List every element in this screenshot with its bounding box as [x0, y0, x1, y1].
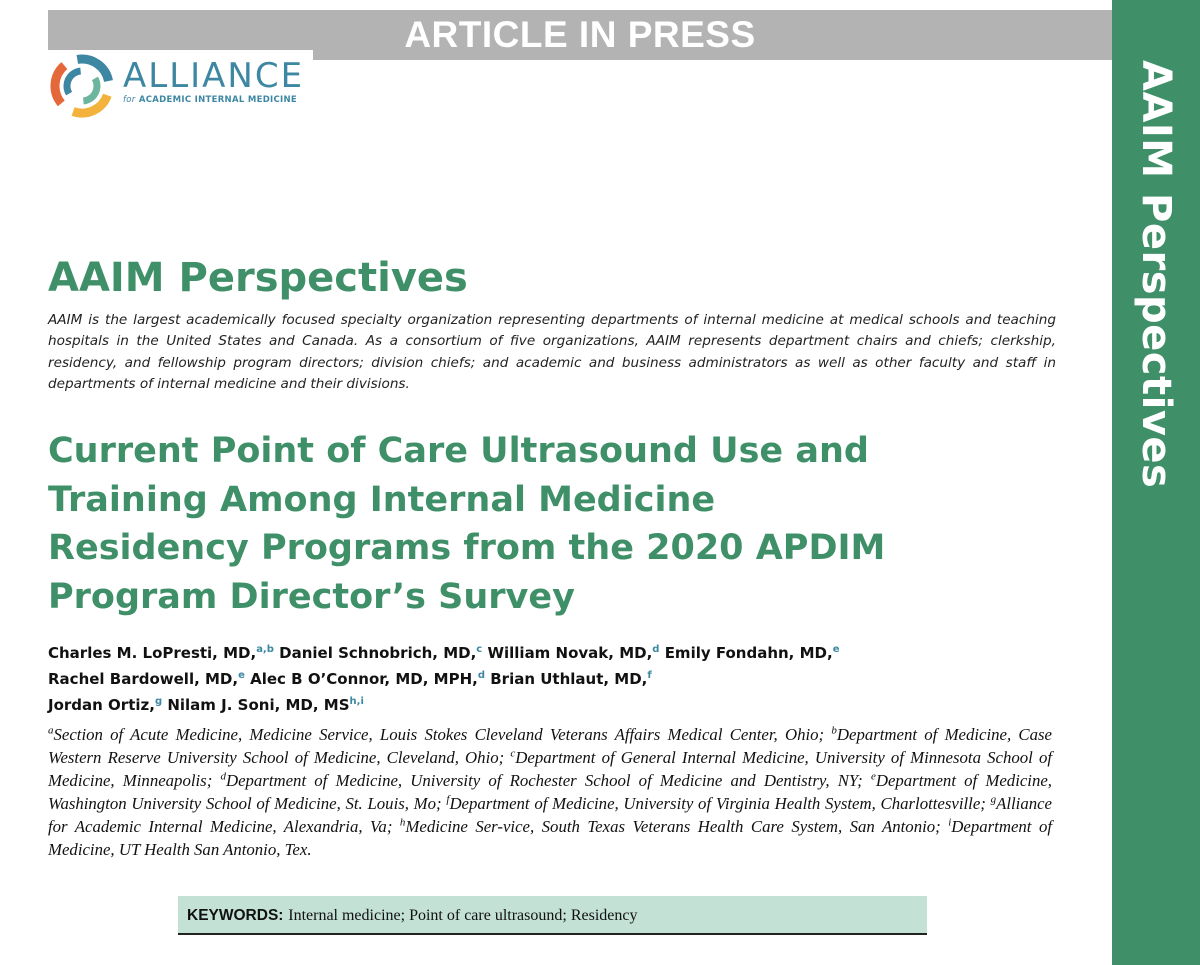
author-name: Charles M. LoPresti, MD,	[48, 644, 257, 662]
logo-subtitle-for: for	[123, 95, 136, 105]
affiliation-marker: f	[446, 793, 450, 806]
affiliation-text: Department of Medicine, Case Western Reserve University School of Medicine, Cleveland, Ohio;	[48, 725, 1052, 767]
keywords-label: KEYWORDS:	[187, 907, 284, 924]
author-affiliation-marker: d	[652, 644, 660, 655]
author-name: Daniel Schnobrich, MD,	[279, 644, 477, 662]
logo-name: ALLIANCE	[123, 56, 305, 96]
alliance-swirl-icon	[50, 54, 114, 118]
side-section-label: AAIM Perspectives	[1133, 60, 1179, 489]
affiliations	[48, 723, 1052, 861]
affiliation-marker: h	[399, 816, 406, 829]
section-description: AAIM is the largest academically focused specialty organization representing departments of internal medicine at medical schools and teaching hospitals in the United States and Canada. As a consortium of five organizations, AAIM represents department chairs and chiefs; clerkship, residency, and fellowship program directors; division chiefs; and academic and business administrators as well as other faculty and staff in departments of internal medicine and their divisions.	[48, 312, 1056, 392]
affiliation-marker: d	[220, 770, 226, 783]
affiliation-marker: b	[831, 724, 837, 737]
affiliation-text: Medicine Ser-vice, South Texas Veterans Health Care System, San Antonio;	[405, 817, 941, 836]
logo-subtitle	[123, 95, 297, 105]
affiliation-text: Department of General Internal Medicine, University of Minnesota School of Medicine, Minneapolis;	[48, 748, 1052, 790]
author-affiliation-marker: h,i	[349, 696, 364, 707]
author-affiliation-marker: g	[154, 696, 163, 707]
affiliation-text: Alliance for Academic Internal Medicine, Alexandria, Va;	[48, 794, 1053, 836]
author-name: Emily Fondahn, MD,	[664, 644, 833, 662]
author-name: Alec B O’Connor, MD, MPH,	[250, 670, 478, 688]
affiliation-marker: i	[948, 816, 952, 829]
author-name: Jordan Ortiz,	[48, 696, 155, 714]
affiliation-marker: g	[990, 793, 997, 806]
keywords-box	[178, 896, 927, 935]
affiliation-marker: a	[48, 724, 54, 737]
author-name: Rachel Bardowell, MD,	[48, 670, 239, 688]
article-title: Current Point of Care Ultrasound Use and Training Among Internal Medicine Residency Programs from the 2020 APDIM Program Director’s Survey	[48, 431, 886, 617]
section-title: AAIM Perspectives	[48, 255, 468, 301]
affiliation-marker: e	[870, 770, 876, 783]
keywords-value: Internal medicine; Point of care ultrasound; Residency	[288, 907, 638, 924]
author-affiliation-marker: e	[832, 644, 840, 655]
author-affiliation-marker: f	[647, 670, 652, 681]
affiliation-text: Section of Acute Medicine, Medicine Service, Louis Stokes Cleveland Veterans Affairs Medical Center, Ohio;	[53, 725, 825, 744]
logo-subtitle-rest: ACADEMIC INTERNAL MEDICINE	[138, 95, 298, 105]
affiliation-text: Department of Medicine, UT Health San Antonio, Tex.	[48, 817, 1053, 859]
alliance-logo	[48, 50, 313, 120]
author-affiliation-marker: d	[477, 670, 485, 681]
article-in-press-banner: ARTICLE IN PRESS	[48, 10, 1112, 60]
author-name: Brian Uthlaut, MD,	[490, 670, 648, 688]
affiliation-text: Department of Medicine, Washington University School of Medicine, St. Louis, Mo;	[48, 771, 1052, 813]
author-affiliation-marker: c	[476, 644, 483, 655]
affiliation-text: Department of Medicine, University of Rochester School of Medicine and Dentistry, NY;	[225, 771, 863, 790]
affiliation-text: Department of Medicine, University of Virginia Health System, Charlottesville;	[449, 794, 986, 813]
author-name: Nilam J. Soni, MD, MS	[167, 696, 350, 714]
author-affiliation-marker: e	[238, 670, 245, 681]
author-list	[48, 640, 1048, 718]
author-name: William Novak, MD,	[487, 644, 653, 662]
author-affiliation-marker: a,b	[256, 644, 274, 655]
affiliation-marker: c	[510, 747, 516, 760]
